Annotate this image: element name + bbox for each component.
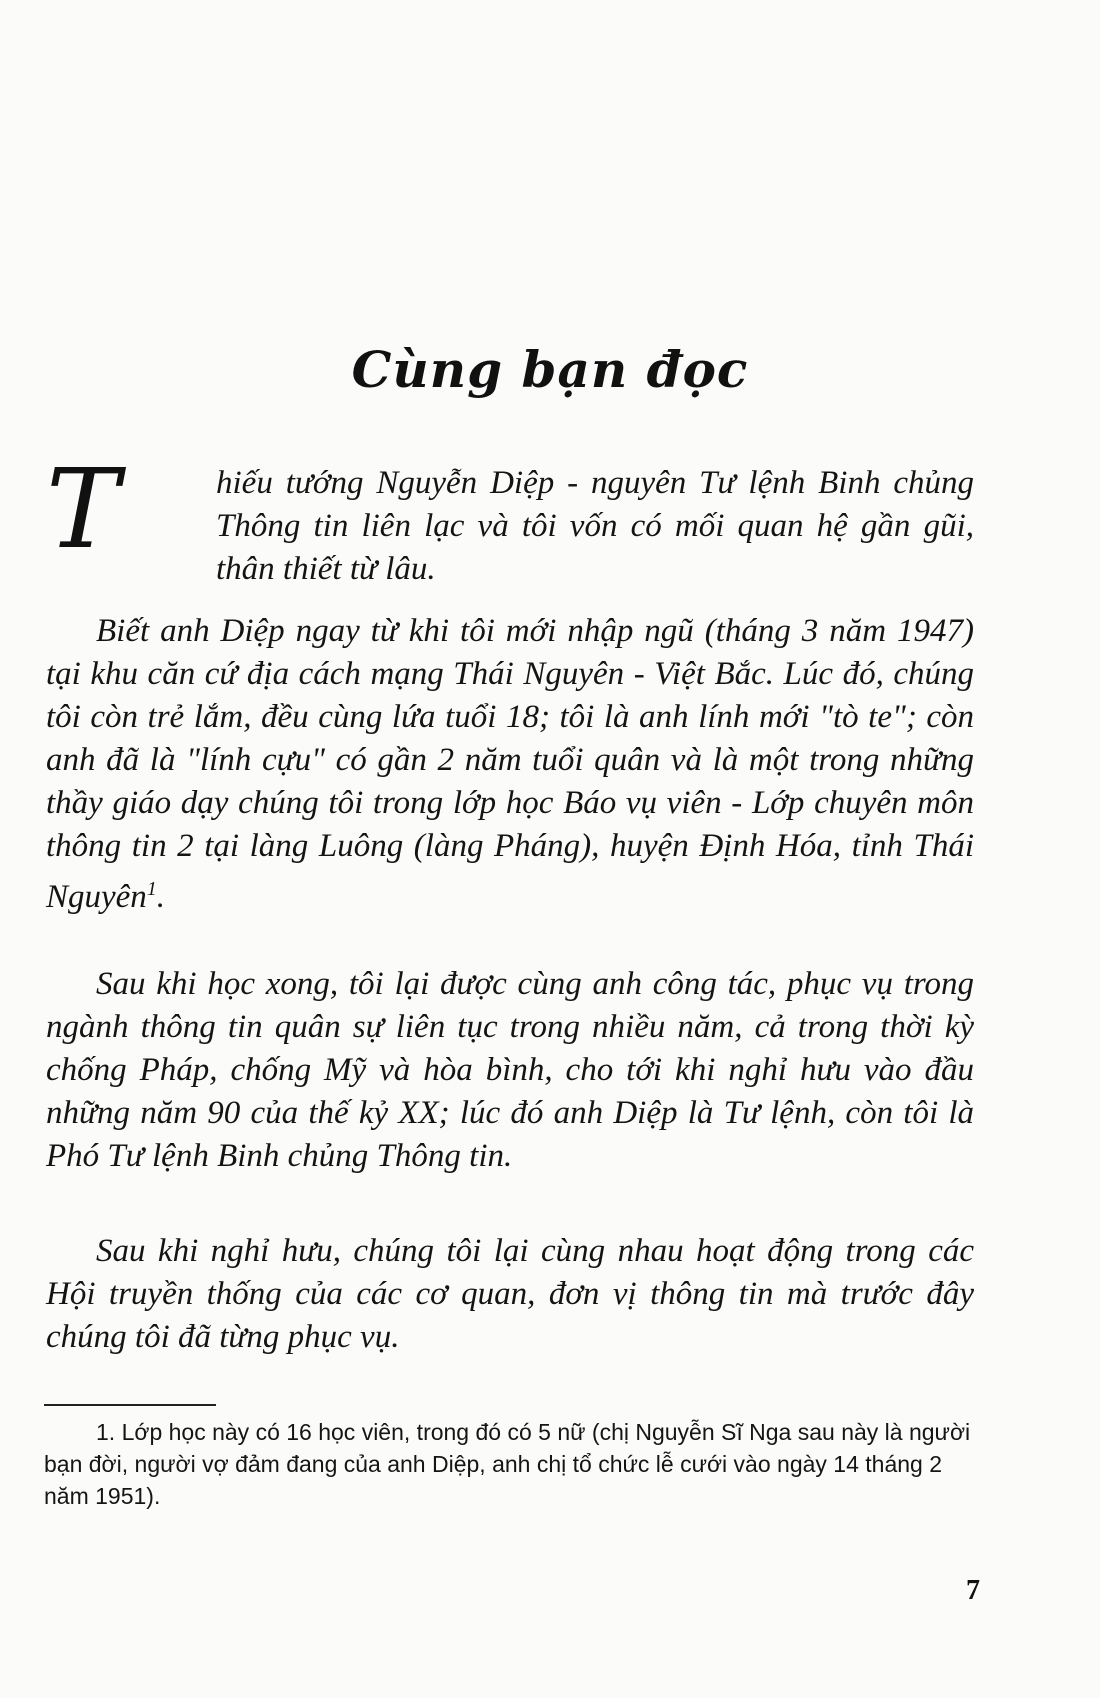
paragraph-2-body bbox=[46, 610, 974, 919]
drop-cap: T bbox=[46, 445, 120, 573]
footnote-divider bbox=[44, 1404, 216, 1406]
paragraph-2-text: Biết anh Diệp ngay từ khi tôi mới nhập ngũ (tháng 3 năm 1947) tại khu căn cứ địa cách mạng Thái Nguyên - Việt Bắc. Lúc đó, chúng tôi còn trẻ lắm, đều cùng lứa tuổi 18; tôi là anh lính mới "tò te"; còn anh đã là "lính cựu" có gần 2 năm tuổi quân và là một trong những thầy giáo dạy chúng tôi trong lớp học Báo vụ viên - Lớp chuyên môn thông tin 2 tại làng Luông (làng Pháng), huyện Định Hóa, tỉnh Thái Nguyên bbox=[46, 613, 974, 915]
footnote-reference: 1 bbox=[146, 878, 157, 900]
paragraph-4-text: Sau khi nghỉ hưu, chúng tôi lại cùng nhau hoạt động trong các Hội truyền thống của các cơ quan, đơn vị thông tin mà trước đây chúng tôi đã từng phục vụ. bbox=[46, 1233, 974, 1355]
page-number: 7 bbox=[966, 1575, 980, 1606]
paragraph-3-text: Sau khi học xong, tôi lại được cùng anh công tác, phục vụ trong ngành thông tin quân sự liên tục trong nhiều năm, cả trong thời kỳ chống Pháp, chống Mỹ và hòa bình, cho tới khi nghỉ hưu vào đầu những năm 90 của thế kỷ XX; lúc đó anh Diệp là Tư lệnh, còn tôi là Phó Tư lệnh Binh chủng Thông tin. bbox=[46, 966, 974, 1174]
paragraph-1-text: hiếu tướng Nguyễn Diệp - nguyên Tư lệnh Binh chủng Thông tin liên lạc và tôi vốn có mối quan hệ gần gũi, thân thiết từ lâu. bbox=[216, 465, 974, 587]
paragraph-2-end: . bbox=[156, 879, 165, 915]
paragraph-2 bbox=[46, 610, 974, 919]
footnote: 1. Lớp học này có 16 học viên, trong đó có 5 nữ (chị Nguyễn Sĩ Nga sau này là người bạn đời, người vợ đảm đang của anh Diệp, anh chị tổ chức lễ cưới vào ngày 14 tháng 2 năm 1951). bbox=[44, 1419, 971, 1509]
paragraph-1 bbox=[46, 445, 974, 591]
paragraph-4 bbox=[46, 1230, 974, 1359]
page-title: Cùng bạn đọc bbox=[351, 340, 749, 399]
paragraph-3 bbox=[46, 963, 974, 1178]
